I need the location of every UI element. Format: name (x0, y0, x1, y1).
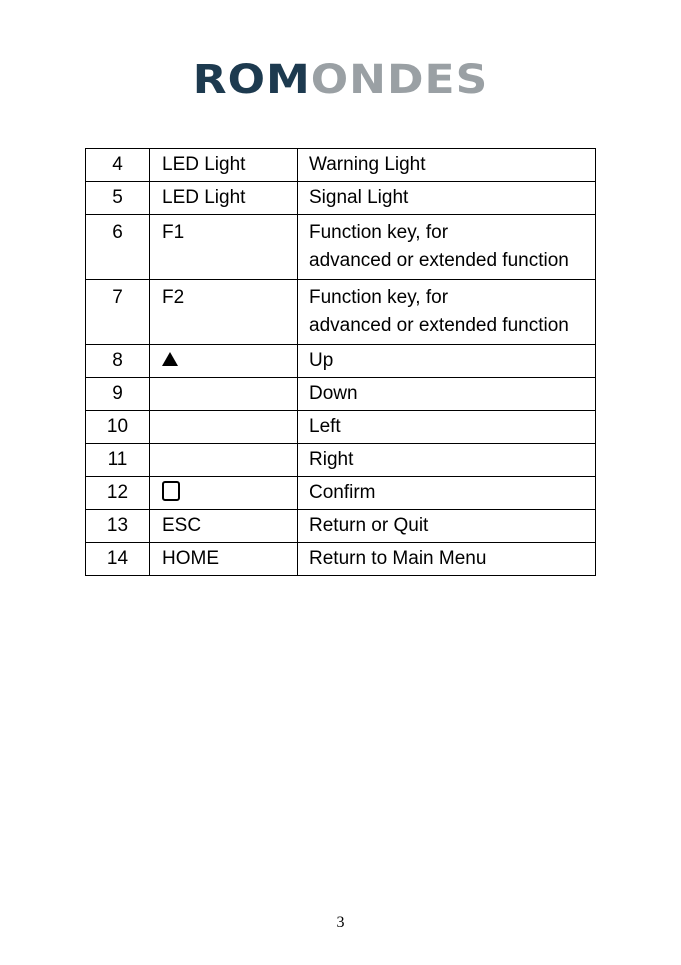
rounded-square-icon (162, 481, 180, 501)
table-row (86, 378, 596, 411)
key-function: Left (298, 411, 596, 444)
key-name (150, 345, 298, 378)
key-name: ESC (150, 510, 298, 543)
up-triangle-icon (162, 352, 178, 366)
key-function: Warning Light (298, 149, 596, 182)
key-function: Right (298, 444, 596, 477)
table-row (86, 411, 596, 444)
table-row (86, 345, 596, 378)
row-number: 9 (86, 378, 150, 411)
key-function: Down (298, 378, 596, 411)
key-function: Function key, for advanced or extended function (298, 215, 596, 280)
table-row (86, 477, 596, 510)
key-name: LED Light (150, 149, 298, 182)
table-row (86, 444, 596, 477)
key-name (150, 411, 298, 444)
row-number: 13 (86, 510, 150, 543)
table-row (86, 543, 596, 576)
key-name (150, 477, 298, 510)
table-row (86, 510, 596, 543)
key-name: HOME (150, 543, 298, 576)
key-function-table (85, 148, 596, 576)
key-name: LED Light (150, 182, 298, 215)
key-name: F1 (150, 215, 298, 280)
key-function: Up (298, 345, 596, 378)
row-number: 14 (86, 543, 150, 576)
key-function: Return to Main Menu (298, 543, 596, 576)
logo-text-ondes: ONDES (310, 56, 489, 103)
table-row (86, 215, 596, 280)
row-number: 5 (86, 182, 150, 215)
row-number: 6 (86, 215, 150, 280)
page-number: 3 (336, 914, 345, 931)
table-row (86, 182, 596, 215)
row-number: 8 (86, 345, 150, 378)
romondes-logo (0, 58, 681, 102)
key-function: Confirm (298, 477, 596, 510)
key-name (150, 378, 298, 411)
row-number: 4 (86, 149, 150, 182)
table-row (86, 280, 596, 345)
row-number: 11 (86, 444, 150, 477)
table-row (86, 149, 596, 182)
row-number: 12 (86, 477, 150, 510)
key-function: Signal Light (298, 182, 596, 215)
key-function: Return or Quit (298, 510, 596, 543)
key-function: Function key, for advanced or extended function (298, 280, 596, 345)
logo-text-rom: ROM (192, 56, 311, 103)
key-name (150, 444, 298, 477)
row-number: 10 (86, 411, 150, 444)
row-number: 7 (86, 280, 150, 345)
key-name: F2 (150, 280, 298, 345)
